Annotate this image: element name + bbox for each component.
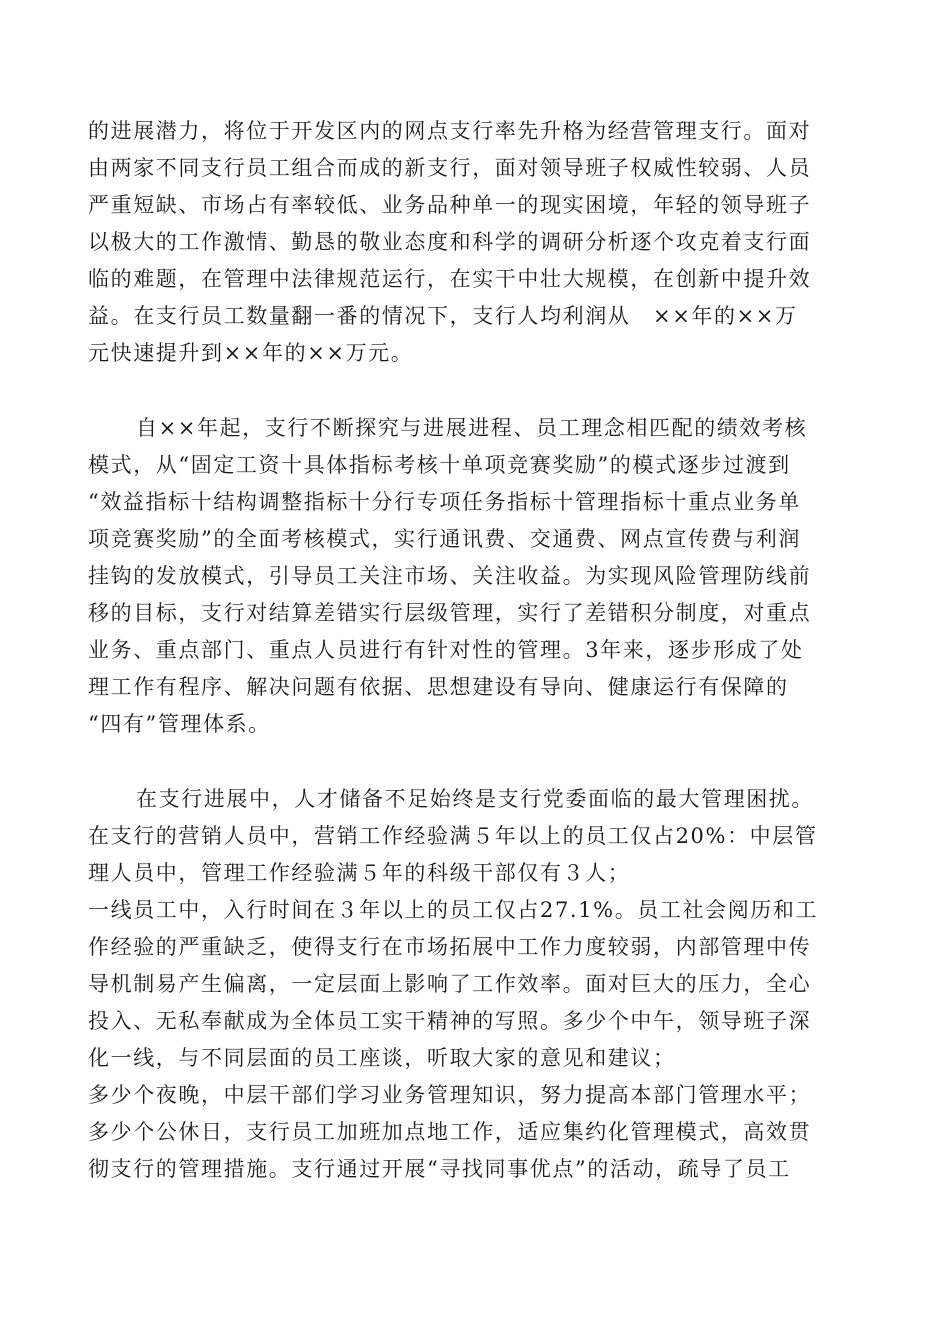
text-line: 由两家不同支行员工组合而成的新支行，面对领导班子权威性较弱、人员: [88, 156, 812, 180]
text-line: 的进展潜力，将位于开发区内的网点支行率先升格为经营管理支行。面对: [88, 119, 812, 143]
text-line: 一线员工中，入行时间在３年以上的员工仅占27.1%。员工社会阅历和工: [88, 898, 819, 922]
paragraph-2: [88, 410, 863, 743]
paragraph-3: [88, 781, 863, 1188]
text-line: 模式，从“固定工资十具体指标考核十单项竞赛奖励”的模式逐步过渡到: [88, 453, 791, 477]
text-line: 理工作有程序、解决问题有依据、思想建设有导向、健康运行有保障的: [88, 675, 789, 699]
text-line: 化一线，与不同层面的员工座谈，听取大家的意见和建议；: [88, 1046, 676, 1070]
text-line: 在支行的营销人员中，营销工作经验满５年以上的员工仅占20%：中层管: [88, 824, 818, 848]
text-line: 业务、重点部门、重点人员进行有针对性的管理。3年来，逐步形成了处: [88, 638, 804, 662]
text-line: 彻支行的管理措施。支行通过开展“寻找同事优点”的活动，疏导了员工: [88, 1157, 791, 1181]
text-line: 项竞赛奖励”的全面考核模式，实行通讯费、交通费、网点宣传费与利润: [88, 527, 801, 551]
text-line: 导机制易产生偏离，一定层面上影响了工作效率。面对巨大的压力，全心: [88, 972, 812, 996]
text-line: 多少个公休日，支行员工加班加点地工作，适应集约化管理模式，高效贯: [88, 1120, 812, 1144]
document-body: [88, 113, 863, 1188]
paragraph-gap: [88, 372, 863, 410]
text-line: 作经验的严重缺乏，使得支行在市场拓展中工作力度较弱，内部管理中传: [88, 935, 812, 959]
text-line: “效益指标十结构调整指标十分行专项任务指标十管理指标十重点业务单: [88, 490, 801, 514]
paragraph-1: [88, 113, 863, 372]
text-line: 元快速提升到××年的××万元。: [88, 341, 414, 365]
text-line: 临的难题，在管理中法律规范运行，在实干中壮大规模，在创新中提升效: [88, 267, 812, 291]
text-line: 自××年起，支行不断探究与进展进程、员工理念相匹配的绩效考核: [136, 416, 808, 440]
text-line: “四有”管理体系。: [88, 712, 271, 736]
text-line: 以极大的工作激情、勤恳的敬业态度和科学的调研分析逐个攻克着支行面: [88, 230, 812, 254]
text-line: 严重短缺、市场占有率较低、业务品种单一的现实困境，年轻的领导班子: [88, 193, 812, 217]
text-line: 理人员中，管理工作经验满５年的科级干部仅有３人；: [88, 861, 631, 885]
text-line: 在支行进展中，人才储备不足始终是支行党委面临的最大管理困扰。: [136, 787, 814, 811]
paragraph-gap: [88, 743, 863, 781]
text-line: 多少个夜晚，中层干部们学习业务管理知识，努力提高本部门管理水平；: [88, 1083, 812, 1107]
text-line: 投入、无私奉献成为全体员工实干精神的写照。多少个中午，领导班子深: [88, 1009, 812, 1033]
text-line: 移的目标，支行对结算差错实行层级管理，实行了差错积分制度，对重点: [88, 601, 812, 625]
text-line: 挂钩的发放模式，引导员工关注市场、关注收益。为实现风险管理防线前: [88, 564, 812, 588]
text-line: 益。在支行员工数量翻一番的情况下，支行人均利润从 ××年的××万: [88, 304, 798, 328]
